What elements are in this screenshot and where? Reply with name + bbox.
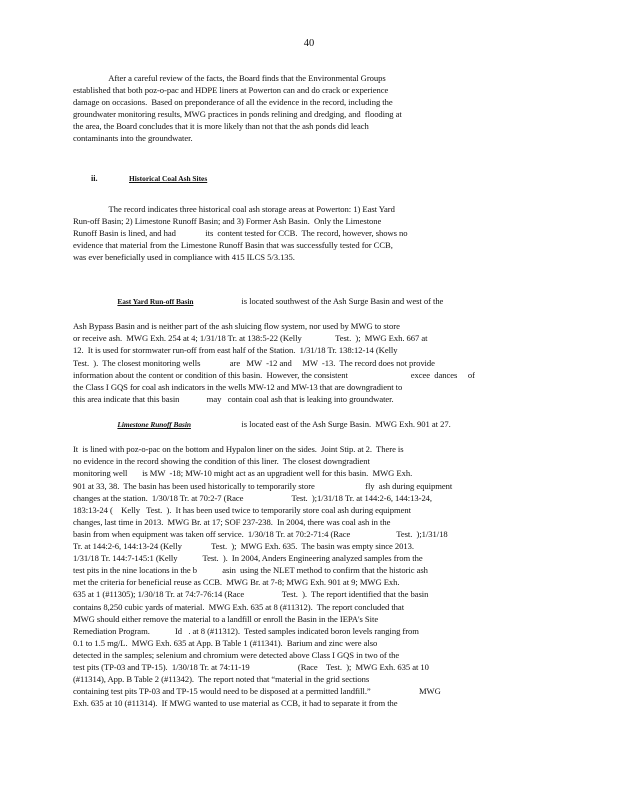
text-line: MWG should either remove the material to a landfill or enroll the Basin in the IEPA's Site [73, 613, 379, 624]
text-line: damage on occasions. Based on preponderance of all the evidence in the record, including the [73, 97, 393, 108]
text-line: Test. ). The closest monitoring wells are MW -12 and MW -13. The record does not provide [73, 357, 435, 368]
limestone-first-line: is located east of the Ash Surge Basin. MWG Exh. 901 at 27. [241, 419, 451, 430]
paragraph-findings [73, 72, 553, 145]
text-line: detected in the samples; selenium and chromium were detected above Class I GQS in two of the [73, 649, 400, 660]
text-line: 0.1 to 1.5 mg/L. MWG Exh. 635 at App. B Table 1 (#11341). Barium and zinc were also [73, 637, 378, 648]
text-line: Runoff Basin is lined, and had its content tested for CCB. The record, however, shows no [73, 228, 408, 239]
text-line: Remediation Program. Id . at 8 (#11312). Tested samples indicated boron levels ranging from [73, 625, 419, 636]
text-line: this area indicate that this basin may contain coal ash that is leaking into groundwater. [73, 393, 394, 404]
text-line: test pits (TP-03 and TP-15). 1/30/18 Tr. at 74:11-19 (Race Test. ); MWG Exh. 635 at 10 [73, 661, 429, 672]
east-yard-subheading: East Yard Run-off Basin [117, 297, 194, 307]
text-line: or receive ash. MWG Exh. 254 at 4; 1/31/18 Tr. at 138:5-22 (Kelly Test. ); MWG Exh. 667 at [73, 333, 428, 344]
text-line [73, 406, 553, 443]
text-line: met the criteria for beneficial reuse as CCB. MWG Br. at 7-8; MWG Exh. 901 at 9; MWG Exh. [73, 577, 400, 588]
text-line: Ash Bypass Basin and is neither part of the ash sluicing flow system, nor used by MWG to store [73, 321, 400, 332]
text-line: 1/31/18 Tr. 144:7-145:1 (Kelly Test. ). In 2004, Anders Engineering analyzed samples from the [73, 553, 423, 564]
text-line: contaminants into the groundwater. [73, 133, 193, 144]
text-line [73, 283, 553, 320]
section-heading [91, 174, 208, 183]
text-line: After a careful review of the facts, the Board finds that the Environmental Groups [73, 73, 386, 83]
text-line: established that both poz-o-pac and HDPE liners at Powerton can and do crack or experience [73, 85, 389, 96]
text-line: containing test pits TP-03 and TP-15 would need to be disposed at a permitted landfill.” MWG [73, 686, 441, 697]
limestone-subheading: Limestone Runoff Basin [117, 420, 191, 430]
text-line: 183:13-24 ( Kelly Test. ). It has been used twice to temporarily store coal ash during equipment [73, 504, 411, 515]
text-line: (#11314), App. B Table 2 (#11342). The report noted that “material in the grid sections [73, 674, 370, 685]
paragraph-limestone [73, 406, 553, 709]
text-line: no evidence in the record showing the condition of this liner. The closest downgradient [73, 456, 370, 467]
section-number: ii. [91, 174, 98, 183]
text-line: It is lined with poz-o-pac on the bottom and Hypalon liner on the sides. Joint Stip. at 2. There is [73, 444, 404, 455]
text-line: groundwater monitoring results, MWG practices in ponds relining and dredging, and flooding at [73, 109, 402, 120]
text-line: Tr. at 144:2-6, 144:13-24 (Kelly Test. ); MWG Exh. 635. The basin was empty since 2013. [73, 541, 414, 552]
text-line: changes, last time in 2013. MWG Br. at 17; SOF 237-238. In 2004, there was coal ash in the [73, 516, 391, 527]
text-line: 12. It is used for stormwater run-off from east half of the Station. 1/31/18 Tr. 138:12-14 (Kelly [73, 345, 398, 356]
text-line: 635 at 1 (#11305); 1/30/18 Tr. at 74:7-76:14 (Race Test. ). The report identified that the basin [73, 589, 429, 600]
text-line: information about the content or condition of this basin. However, the consistent excee dances of [73, 369, 475, 380]
text-line: Exh. 635 at 10 (#11314). If MWG wanted to use material as CCB, it had to separate it from the [73, 698, 398, 709]
text-line: contains 8,250 cubic yards of material. MWG Exh. 635 at 8 (#11312). The report concluded that [73, 601, 405, 612]
paragraph-historical-sites [73, 203, 553, 263]
text-line: evidence that material from the Limestone Runoff Basin that was successfully tested for CCB, [73, 240, 393, 251]
text-line: basin from when equipment was taken off service. 1/30/18 Tr. at 70:2-71:4 (Race Test. );1/31/18 [73, 528, 448, 539]
text-line: monitoring well is MW -18; MW-10 might act as an upgradient well for this basin. MWG Exh. [73, 468, 413, 479]
paragraph-east-yard [73, 283, 553, 405]
east-yard-first-line: is located southwest of the Ash Surge Basin and west of the [241, 296, 444, 307]
text-line: the Class I GQS for coal ash indicators in the wells MW-12 and MW-13 that are downgradient to [73, 381, 403, 392]
text-line: changes at the station. 1/30/18 Tr. at 70:2-7 (Race Test. );1/31/18 Tr. at 144:2-6, 144:13-24, [73, 492, 433, 503]
text-line: the area, the Board concludes that it is more likely than not that the ash ponds did leach [73, 121, 369, 132]
text-line: was ever beneficially used in compliance with 415 ILCS 5/3.135. [73, 252, 295, 263]
text-line: 901 at 33, 38. The basin has been used historically to temporarily store fly ash during equipment [73, 480, 453, 491]
page-number: 40 [303, 38, 315, 49]
text-line: The record indicates three historical coal ash storage areas at Powerton: 1) East Yard [73, 204, 395, 214]
text-line: Run-off Basin; 2) Limestone Runoff Basin; and 3) Former Ash Basin. Only the Limestone [73, 216, 382, 227]
text-line: test pits in the nine locations in the b asin using the NLET method to confirm that the historic ash [73, 565, 428, 576]
section-title: Historical Coal Ash Sites [129, 174, 208, 183]
